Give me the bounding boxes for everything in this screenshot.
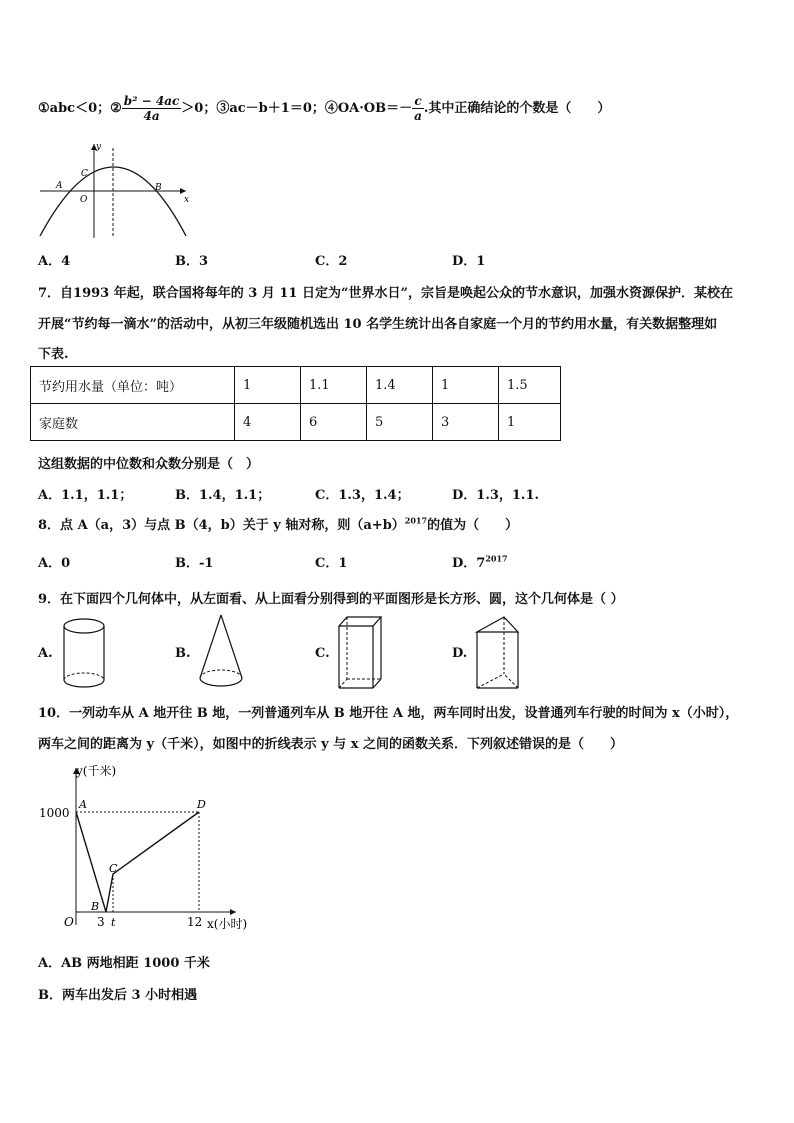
q6-fraction-num: b² − 4ac — [123, 94, 180, 108]
rectangular-prism-icon — [336, 614, 384, 692]
q6-option-d[interactable]: D．1 — [452, 254, 486, 269]
q10-label-3: 3 — [97, 915, 105, 929]
q6-fraction-den: 4a — [143, 109, 160, 123]
cylinder-icon — [60, 616, 110, 692]
q6-option-b[interactable]: B．3 — [175, 254, 209, 269]
q6-parabola-graph — [36, 140, 196, 240]
q8-option-a[interactable]: A．0 — [38, 556, 71, 571]
q9-option-c[interactable]: C. — [315, 646, 330, 661]
q9-option-d[interactable]: D. — [452, 646, 468, 661]
q10-label-x: x(小时) — [207, 917, 248, 931]
q7-line2: 开展“节约每一滴水”的活动中，从初三年级随机选出 10 名学生统计出各自家庭一个月的节约用水量，有关数据整理如 — [38, 317, 718, 332]
q7-option-d[interactable]: D．1.3，1.1. — [452, 488, 540, 503]
q10-label-t: t — [111, 916, 116, 929]
table-cell: 3 — [433, 404, 499, 441]
q8-exponent: 2017 — [404, 515, 428, 526]
table-cell-label: 家庭数 — [31, 404, 235, 441]
triangular-prism-icon — [474, 614, 524, 692]
q6-label-b: B — [155, 183, 162, 193]
q6-fraction2-num: c — [412, 94, 424, 109]
q6-label-a: A — [56, 181, 63, 191]
q10-option-b[interactable]: B．两车出发后 3 小时相遇 — [38, 988, 198, 1003]
table-cell: 1.5 — [499, 367, 561, 404]
q8-option-b[interactable]: B．-1 — [175, 556, 214, 571]
q10-line1: 10．一列动车从 A 地开往 B 地，一列普通列车从 B 地开往 A 地，两车同时出发，设普通列车行驶的时间为 x（小时）， — [38, 706, 739, 721]
q10-line2: 两车之间的距离为 y（千米），如图中的折线表示 y 与 x 之间的函数关系．下列叙述错误的是（ ） — [38, 737, 623, 752]
table-cell: 5 — [367, 404, 433, 441]
q10-label-d: D — [197, 798, 206, 811]
q8-text: 8．点 A（a，3）与点 B（4，b）关于 y 轴对称，则（a+b） — [38, 518, 405, 533]
q6-fraction — [122, 94, 182, 123]
table-cell: 1.4 — [367, 367, 433, 404]
q6-part2: ＞0；③ac－b＋1＝0；④OA·OB＝－ — [181, 101, 413, 116]
q10-label-c: C — [109, 862, 118, 875]
table-cell: 1 — [235, 367, 301, 404]
q8-option-d-exponent: 2017 — [485, 553, 508, 564]
q7-option-b[interactable]: B．1.4，1.1； — [175, 488, 271, 503]
q6-fraction2 — [412, 94, 424, 123]
table-row — [31, 367, 561, 404]
q6-label-c: C — [81, 169, 88, 179]
q6-statement — [38, 94, 610, 123]
q7-option-a[interactable]: A．1.1，1.1； — [38, 488, 133, 503]
cone-icon — [196, 612, 246, 692]
q7-line1: 7．自1993 年起，联合国将每年的 3 月 11 日定为“世界水日”，宗旨是唤起公众的节水意识，加强水资源保护．某校在 — [38, 286, 733, 301]
q6-option-a[interactable]: A．4 — [38, 254, 71, 269]
table-cell-label: 节约用水量（单位：吨） — [31, 367, 235, 404]
q9-option-a[interactable]: A. — [38, 646, 53, 661]
q7-water-table — [30, 366, 561, 441]
table-cell: 1.1 — [301, 367, 367, 404]
q7-option-c[interactable]: C．1.3，1.4； — [315, 488, 410, 503]
table-cell: 6 — [301, 404, 367, 441]
q7-question: 这组数据的中位数和众数分别是（ ） — [38, 457, 260, 472]
q10-label-o: O — [64, 915, 74, 929]
q9-option-b[interactable]: B. — [175, 646, 191, 661]
q8-option-d-base: D．7 — [452, 556, 486, 571]
q7-line3: 下表. — [38, 347, 69, 362]
q10-label-b: B — [91, 900, 100, 913]
q6-label-y: y — [96, 142, 102, 152]
q6-fraction2-den: a — [414, 109, 422, 123]
q6-label-o: O — [80, 195, 88, 205]
q10-label-12: 12 — [187, 915, 203, 929]
q10-label-a: A — [79, 798, 87, 811]
table-cell: 1 — [499, 404, 561, 441]
q10-label-y: y(千米) — [76, 764, 117, 778]
q9-statement: 9．在下面四个几何体中，从左面看、从上面看分别得到的平面图形是长方形、圆，这个几何体是（ ） — [38, 592, 624, 607]
table-cell: 4 — [235, 404, 301, 441]
q6-label-x: x — [184, 195, 190, 205]
q6-option-c[interactable]: C．2 — [315, 254, 348, 269]
table-cell: 1 — [433, 367, 499, 404]
table-row — [31, 404, 561, 441]
q10-label-1000: 1000 — [39, 806, 70, 820]
q6-part3: .其中正确结论的个数是（ ） — [423, 101, 611, 116]
q10-option-a[interactable]: A．AB 两地相距 1000 千米 — [38, 956, 210, 971]
q10-distance-graph — [36, 760, 266, 935]
q8-statement — [38, 514, 518, 533]
q8-text2: 的值为（ ） — [427, 518, 519, 533]
q8-option-c[interactable]: C．1 — [315, 556, 348, 571]
q8-option-d[interactable] — [452, 552, 508, 571]
q6-part1: ①abc＜0；② — [38, 101, 122, 116]
